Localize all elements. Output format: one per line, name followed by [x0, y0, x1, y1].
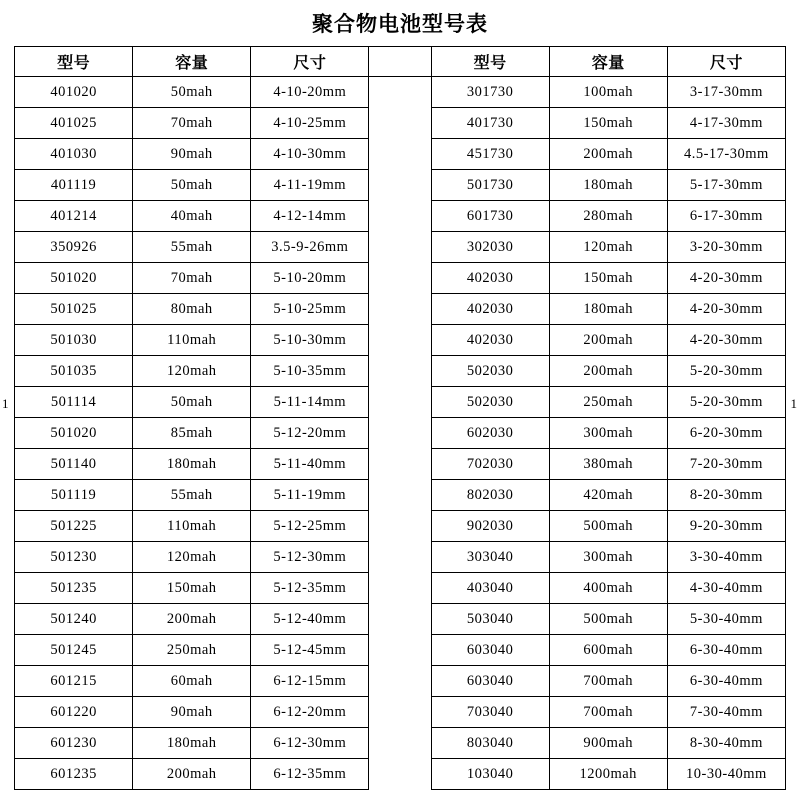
cell-size-right: 4-20-30mm	[667, 263, 785, 294]
cell-size-right: 4-20-30mm	[667, 294, 785, 325]
cell-size-left: 5-10-30mm	[251, 325, 369, 356]
cell-capacity-right: 700mah	[549, 666, 667, 697]
table-body	[15, 77, 786, 790]
cell-size-left: 5-12-40mm	[251, 604, 369, 635]
column-separator-header	[369, 47, 431, 77]
cell-model-right: 603040	[431, 635, 549, 666]
cell-size-left: 5-12-30mm	[251, 542, 369, 573]
cell-model-right: 502030	[431, 387, 549, 418]
cell-size-right: 6-30-40mm	[667, 666, 785, 697]
cell-capacity-right: 280mah	[549, 201, 667, 232]
cell-size-left: 6-12-20mm	[251, 697, 369, 728]
cell-model-right: 601730	[431, 201, 549, 232]
column-separator	[369, 108, 431, 139]
cell-model-right: 902030	[431, 511, 549, 542]
column-separator	[369, 542, 431, 573]
cell-model-left: 501035	[15, 356, 133, 387]
cell-size-left: 5-11-40mm	[251, 449, 369, 480]
cell-size-right: 4-30-40mm	[667, 573, 785, 604]
cell-capacity-left: 70mah	[133, 263, 251, 294]
cell-model-left: 401030	[15, 139, 133, 170]
cell-size-left: 4-10-20mm	[251, 77, 369, 108]
cell-size-left: 4-10-25mm	[251, 108, 369, 139]
cell-model-left: 501235	[15, 573, 133, 604]
cell-capacity-right: 380mah	[549, 449, 667, 480]
cell-size-right: 4.5-17-30mm	[667, 139, 785, 170]
cell-size-right: 4-20-30mm	[667, 325, 785, 356]
header-size-right: 尺寸	[667, 47, 785, 77]
cell-size-right: 5-17-30mm	[667, 170, 785, 201]
cell-model-right: 401730	[431, 108, 549, 139]
cell-capacity-left: 180mah	[133, 728, 251, 759]
cell-size-left: 6-12-35mm	[251, 759, 369, 790]
column-separator	[369, 418, 431, 449]
table-row	[15, 666, 786, 697]
cell-model-left: 501020	[15, 418, 133, 449]
cell-size-right: 3-17-30mm	[667, 77, 785, 108]
cell-size-right: 6-20-30mm	[667, 418, 785, 449]
cell-model-right: 503040	[431, 604, 549, 635]
column-separator	[369, 77, 431, 108]
cell-capacity-right: 150mah	[549, 263, 667, 294]
column-separator	[369, 201, 431, 232]
cell-model-left: 601215	[15, 666, 133, 697]
cell-size-left: 5-12-25mm	[251, 511, 369, 542]
cell-size-left: 6-12-30mm	[251, 728, 369, 759]
cell-model-right: 402030	[431, 325, 549, 356]
cell-model-right: 502030	[431, 356, 549, 387]
column-separator	[369, 728, 431, 759]
cell-size-right: 9-20-30mm	[667, 511, 785, 542]
table-row	[15, 325, 786, 356]
cell-size-left: 5-10-35mm	[251, 356, 369, 387]
column-separator	[369, 294, 431, 325]
table-row	[15, 697, 786, 728]
cell-capacity-right: 200mah	[549, 139, 667, 170]
table-row	[15, 232, 786, 263]
column-separator	[369, 232, 431, 263]
cell-size-right: 7-20-30mm	[667, 449, 785, 480]
table-row	[15, 294, 786, 325]
cell-size-right: 5-30-40mm	[667, 604, 785, 635]
cell-capacity-left: 200mah	[133, 759, 251, 790]
cell-capacity-right: 150mah	[549, 108, 667, 139]
column-separator	[369, 480, 431, 511]
cell-model-left: 401020	[15, 77, 133, 108]
cell-model-right: 103040	[431, 759, 549, 790]
column-separator	[369, 666, 431, 697]
cell-model-left: 501119	[15, 480, 133, 511]
table-row	[15, 542, 786, 573]
table-row	[15, 759, 786, 790]
cell-capacity-right: 600mah	[549, 635, 667, 666]
cell-model-right: 501730	[431, 170, 549, 201]
cell-model-left: 350926	[15, 232, 133, 263]
header-capacity-left: 容量	[133, 47, 251, 77]
header-capacity-right: 容量	[549, 47, 667, 77]
cell-capacity-left: 90mah	[133, 697, 251, 728]
column-separator	[369, 170, 431, 201]
cell-model-right: 403040	[431, 573, 549, 604]
cell-size-left: 6-12-15mm	[251, 666, 369, 697]
cell-capacity-right: 400mah	[549, 573, 667, 604]
cell-size-left: 4-11-19mm	[251, 170, 369, 201]
table-row	[15, 573, 786, 604]
cell-capacity-left: 200mah	[133, 604, 251, 635]
cell-size-left: 4-10-30mm	[251, 139, 369, 170]
page-title: 聚合物电池型号表	[312, 12, 488, 36]
cell-model-right: 301730	[431, 77, 549, 108]
column-separator	[369, 604, 431, 635]
cell-model-left: 401025	[15, 108, 133, 139]
header-model-left: 型号	[15, 47, 133, 77]
column-separator	[369, 139, 431, 170]
header-size-left: 尺寸	[251, 47, 369, 77]
table-row	[15, 480, 786, 511]
header-model-right: 型号	[431, 47, 549, 77]
cell-model-left: 601235	[15, 759, 133, 790]
cell-model-left: 501140	[15, 449, 133, 480]
column-separator	[369, 697, 431, 728]
column-separator	[369, 356, 431, 387]
cell-size-right: 3-30-40mm	[667, 542, 785, 573]
cell-model-right: 802030	[431, 480, 549, 511]
cell-model-right: 402030	[431, 263, 549, 294]
cell-capacity-right: 200mah	[549, 356, 667, 387]
table-row	[15, 635, 786, 666]
cell-capacity-left: 50mah	[133, 170, 251, 201]
cell-size-left: 5-12-45mm	[251, 635, 369, 666]
cell-model-right: 303040	[431, 542, 549, 573]
cell-size-left: 3.5-9-26mm	[251, 232, 369, 263]
cell-size-right: 5-20-30mm	[667, 356, 785, 387]
cell-capacity-left: 55mah	[133, 480, 251, 511]
cell-capacity-left: 120mah	[133, 542, 251, 573]
cell-capacity-left: 70mah	[133, 108, 251, 139]
cell-model-left: 501030	[15, 325, 133, 356]
table-header	[15, 47, 786, 77]
table-header-row	[15, 47, 786, 77]
cell-model-left: 401214	[15, 201, 133, 232]
table-row	[15, 418, 786, 449]
cell-size-left: 4-12-14mm	[251, 201, 369, 232]
table-row	[15, 387, 786, 418]
cell-size-right: 7-30-40mm	[667, 697, 785, 728]
column-separator	[369, 325, 431, 356]
cell-size-right: 6-17-30mm	[667, 201, 785, 232]
cell-capacity-right: 250mah	[549, 387, 667, 418]
cell-capacity-left: 85mah	[133, 418, 251, 449]
cell-capacity-right: 420mah	[549, 480, 667, 511]
cell-model-left: 401119	[15, 170, 133, 201]
table-row	[15, 511, 786, 542]
cell-model-right: 803040	[431, 728, 549, 759]
table-row	[15, 356, 786, 387]
cell-capacity-right: 500mah	[549, 511, 667, 542]
cell-model-right: 302030	[431, 232, 549, 263]
cell-model-left: 501230	[15, 542, 133, 573]
cell-capacity-left: 120mah	[133, 356, 251, 387]
cell-model-left: 501025	[15, 294, 133, 325]
cell-capacity-left: 180mah	[133, 449, 251, 480]
cell-capacity-right: 900mah	[549, 728, 667, 759]
table-row	[15, 263, 786, 294]
table-row	[15, 108, 786, 139]
cell-size-left: 5-12-35mm	[251, 573, 369, 604]
table-row	[15, 728, 786, 759]
cell-model-left: 501225	[15, 511, 133, 542]
cell-capacity-right: 300mah	[549, 542, 667, 573]
column-separator	[369, 449, 431, 480]
cell-model-left: 501020	[15, 263, 133, 294]
cell-capacity-right: 180mah	[549, 170, 667, 201]
cell-capacity-right: 500mah	[549, 604, 667, 635]
cell-capacity-left: 50mah	[133, 387, 251, 418]
cell-size-left: 5-11-14mm	[251, 387, 369, 418]
cell-model-left: 501240	[15, 604, 133, 635]
table-row	[15, 449, 786, 480]
table-row	[15, 604, 786, 635]
column-separator	[369, 263, 431, 294]
cell-model-right: 603040	[431, 666, 549, 697]
cell-capacity-left: 50mah	[133, 77, 251, 108]
cell-size-right: 8-20-30mm	[667, 480, 785, 511]
cell-size-right: 10-30-40mm	[667, 759, 785, 790]
table-row	[15, 77, 786, 108]
cell-capacity-right: 120mah	[549, 232, 667, 263]
table-row	[15, 139, 786, 170]
right-page-mark: 1	[790, 396, 797, 411]
cell-size-left: 5-10-20mm	[251, 263, 369, 294]
cell-capacity-left: 60mah	[133, 666, 251, 697]
column-separator	[369, 573, 431, 604]
cell-size-right: 3-20-30mm	[667, 232, 785, 263]
cell-model-left: 501114	[15, 387, 133, 418]
battery-spec-table-wrapper	[14, 46, 786, 790]
cell-capacity-right: 100mah	[549, 77, 667, 108]
cell-capacity-left: 110mah	[133, 325, 251, 356]
column-separator	[369, 759, 431, 790]
cell-capacity-right: 1200mah	[549, 759, 667, 790]
column-separator	[369, 387, 431, 418]
cell-size-left: 5-11-19mm	[251, 480, 369, 511]
cell-model-left: 601220	[15, 697, 133, 728]
cell-size-right: 5-20-30mm	[667, 387, 785, 418]
cell-capacity-right: 700mah	[549, 697, 667, 728]
cell-capacity-left: 40mah	[133, 201, 251, 232]
cell-model-left: 501245	[15, 635, 133, 666]
cell-model-right: 703040	[431, 697, 549, 728]
cell-capacity-left: 90mah	[133, 139, 251, 170]
cell-size-left: 5-12-20mm	[251, 418, 369, 449]
cell-capacity-right: 300mah	[549, 418, 667, 449]
cell-capacity-left: 150mah	[133, 573, 251, 604]
battery-spec-table	[14, 46, 786, 790]
cell-model-left: 601230	[15, 728, 133, 759]
cell-size-left: 5-10-25mm	[251, 294, 369, 325]
cell-capacity-left: 110mah	[133, 511, 251, 542]
cell-model-right: 602030	[431, 418, 549, 449]
cell-model-right: 451730	[431, 139, 549, 170]
cell-capacity-right: 180mah	[549, 294, 667, 325]
cell-capacity-right: 200mah	[549, 325, 667, 356]
cell-capacity-left: 250mah	[133, 635, 251, 666]
cell-model-right: 402030	[431, 294, 549, 325]
cell-size-right: 6-30-40mm	[667, 635, 785, 666]
left-page-mark: 1	[2, 396, 9, 411]
table-row	[15, 201, 786, 232]
column-separator	[369, 635, 431, 666]
column-separator	[369, 511, 431, 542]
cell-size-right: 4-17-30mm	[667, 108, 785, 139]
cell-size-right: 8-30-40mm	[667, 728, 785, 759]
cell-capacity-left: 55mah	[133, 232, 251, 263]
cell-model-right: 702030	[431, 449, 549, 480]
table-row	[15, 170, 786, 201]
cell-capacity-left: 80mah	[133, 294, 251, 325]
